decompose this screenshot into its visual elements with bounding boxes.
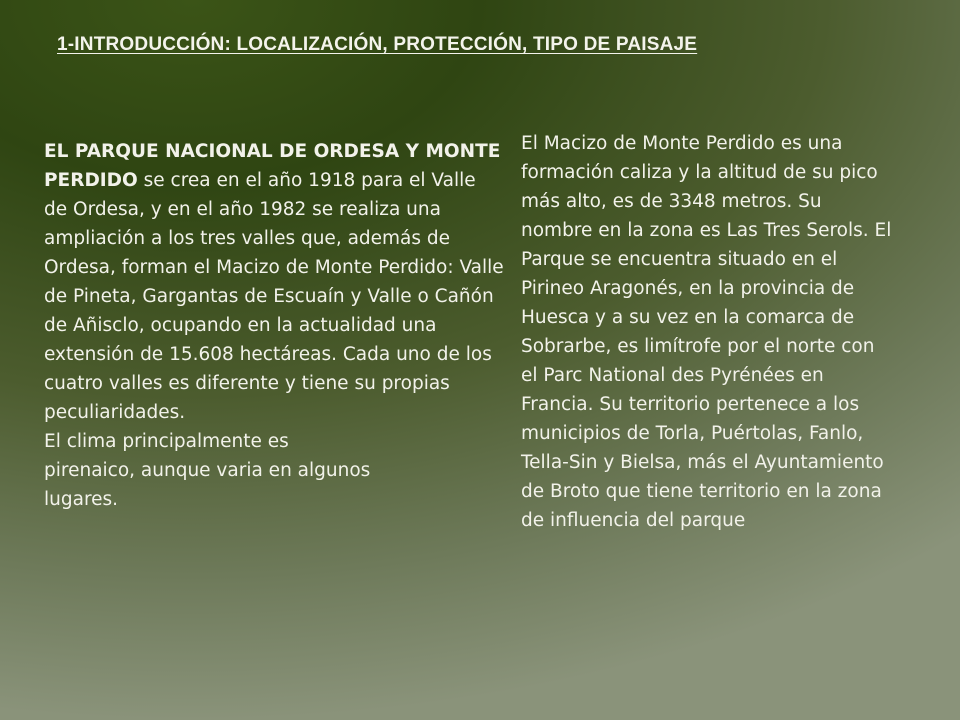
intro-paragraph bbox=[44, 137, 504, 427]
intro-body: se crea en el año 1918 para el Valle de Ordesa, y en el año 1982 se realiza una ampliación a los tres valles que, además de Ordesa, forman el Macizo de Monte Perdido: Valle de Pineta, Gargantas de Escuaín y Valle o Cañón de Añisclo, ocupando en la actualidad una extensión de 15.608 hectáreas. Cada uno de los cuatro valles es diferente y tiene su propias peculiaridades. bbox=[44, 170, 504, 423]
right-text-column bbox=[521, 129, 896, 535]
massif-paragraph: El Macizo de Monte Perdido es una formación caliza y la altitud de su pico más alto, es de 3348 metros. Su nombre en la zona es Las Tres Serols. El Parque se encuentra situado en el Pirineo Aragonés, en la provincia de Huesca y a su vez en la comarca de Sobrarbe, es limítrofe por el norte con el Parc National des Pyrénées en Francia. Su territorio pertenece a los municipios de Torla, Puértolas, Fanlo, Tella-Sin y Bielsa, más el Ayuntamiento de Broto que tiene territorio en la zona de influencia del parque bbox=[521, 133, 892, 531]
left-text-column bbox=[44, 137, 504, 514]
climate-paragraph: El clima principalmente es pirenaico, aunque varia en algunos lugares. bbox=[44, 431, 371, 510]
slide-title: 1-INTRODUCCIÓN: LOCALIZACIÓN, PROTECCIÓN, TIPO DE PAISAJE bbox=[57, 34, 698, 55]
park-name-lead: EL PARQUE NACIONAL DE ORDESA Y MONTE PERDIDO bbox=[44, 141, 501, 191]
